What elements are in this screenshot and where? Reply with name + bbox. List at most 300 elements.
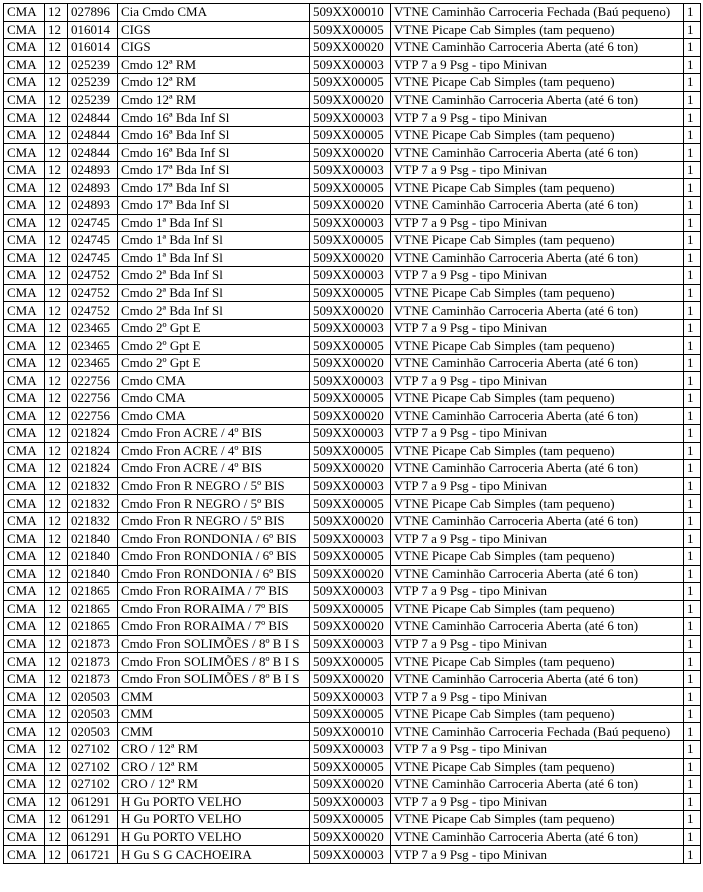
quantity-cell: 1 — [684, 565, 701, 583]
quantity-cell: 1 — [684, 407, 701, 425]
unit-name-cell: Cmdo 12ª RM — [118, 91, 310, 109]
region-cell: 12 — [45, 705, 68, 723]
table-row — [4, 442, 701, 460]
region-cell: 12 — [45, 109, 68, 127]
region-cell: 12 — [45, 811, 68, 829]
item-code-cell: 509XX00003 — [310, 161, 391, 179]
vehicle-description-cell: VTNE Caminhão Carroceria Aberta (até 6 ton) — [391, 776, 684, 794]
table-row — [4, 600, 701, 618]
item-code-cell: 509XX00003 — [310, 740, 391, 758]
unit-code-cell: 024752 — [68, 302, 118, 320]
unit-code-cell: 023465 — [68, 319, 118, 337]
table-row — [4, 460, 701, 478]
unit-name-cell: Cmdo 16ª Bda Inf Sl — [118, 109, 310, 127]
unit-name-cell: Cmdo Fron SOLIMÕES / 8º B I S — [118, 670, 310, 688]
unit-code-cell: 025239 — [68, 91, 118, 109]
region-cell: 12 — [45, 179, 68, 197]
unit-code-cell: 020503 — [68, 688, 118, 706]
unit-code-cell: 021865 — [68, 600, 118, 618]
unit-code-cell: 061291 — [68, 828, 118, 846]
unit-code-cell: 016014 — [68, 39, 118, 57]
quantity-cell: 1 — [684, 495, 701, 513]
unit-name-cell: Cmdo Fron RORAIMA / 7º BIS — [118, 583, 310, 601]
command-cell: CMA — [4, 600, 45, 618]
quantity-cell: 1 — [684, 583, 701, 601]
command-cell: CMA — [4, 547, 45, 565]
item-code-cell: 509XX00005 — [310, 600, 391, 618]
unit-code-cell: 025239 — [68, 56, 118, 74]
unit-code-cell: 021840 — [68, 530, 118, 548]
quantity-cell: 1 — [684, 705, 701, 723]
vehicle-description-cell: VTP 7 a 9 Psg - tipo Minivan — [391, 635, 684, 653]
table-row — [4, 337, 701, 355]
region-cell: 12 — [45, 530, 68, 548]
vehicle-description-cell: VTP 7 a 9 Psg - tipo Minivan — [391, 214, 684, 232]
quantity-cell: 1 — [684, 197, 701, 215]
unit-code-cell: 016014 — [68, 21, 118, 39]
command-cell: CMA — [4, 179, 45, 197]
quantity-cell: 1 — [684, 723, 701, 741]
table-row — [4, 91, 701, 109]
quantity-cell: 1 — [684, 793, 701, 811]
region-cell: 12 — [45, 740, 68, 758]
unit-code-cell: 021873 — [68, 670, 118, 688]
item-code-cell: 509XX00005 — [310, 442, 391, 460]
unit-name-cell: H Gu PORTO VELHO — [118, 793, 310, 811]
unit-name-cell: Cmdo Fron SOLIMÕES / 8º B I S — [118, 653, 310, 671]
region-cell: 12 — [45, 583, 68, 601]
item-code-cell: 509XX00005 — [310, 758, 391, 776]
command-cell: CMA — [4, 811, 45, 829]
table-row — [4, 583, 701, 601]
region-cell: 12 — [45, 442, 68, 460]
table-row — [4, 319, 701, 337]
unit-code-cell: 021832 — [68, 495, 118, 513]
region-cell: 12 — [45, 495, 68, 513]
table-row — [4, 740, 701, 758]
quantity-cell: 1 — [684, 776, 701, 794]
quantity-cell: 1 — [684, 179, 701, 197]
quantity-cell: 1 — [684, 618, 701, 636]
region-cell: 12 — [45, 460, 68, 478]
vehicle-description-cell: VTNE Picape Cab Simples (tam pequeno) — [391, 21, 684, 39]
vehicle-description-cell: VTNE Caminhão Carroceria Aberta (até 6 ton) — [391, 565, 684, 583]
vehicle-description-cell: VTP 7 a 9 Psg - tipo Minivan — [391, 267, 684, 285]
unit-code-cell: 024745 — [68, 232, 118, 250]
quantity-cell: 1 — [684, 653, 701, 671]
command-cell: CMA — [4, 618, 45, 636]
region-cell: 12 — [45, 600, 68, 618]
table-row — [4, 372, 701, 390]
unit-name-cell: Cmdo Fron RONDONIA / 6º BIS — [118, 547, 310, 565]
quantity-cell: 1 — [684, 460, 701, 478]
item-code-cell: 509XX00005 — [310, 547, 391, 565]
command-cell: CMA — [4, 723, 45, 741]
table-row — [4, 284, 701, 302]
item-code-cell: 509XX00020 — [310, 354, 391, 372]
unit-name-cell: Cmdo 12ª RM — [118, 74, 310, 92]
command-cell: CMA — [4, 197, 45, 215]
unit-name-cell: Cmdo Fron R NEGRO / 5º BIS — [118, 495, 310, 513]
quantity-cell: 1 — [684, 635, 701, 653]
item-code-cell: 509XX00010 — [310, 723, 391, 741]
table-row — [4, 723, 701, 741]
command-cell: CMA — [4, 21, 45, 39]
unit-code-cell: 021824 — [68, 460, 118, 478]
unit-code-cell: 024752 — [68, 267, 118, 285]
unit-name-cell: Cmdo Fron RONDONIA / 6º BIS — [118, 565, 310, 583]
item-code-cell: 509XX00005 — [310, 653, 391, 671]
command-cell: CMA — [4, 161, 45, 179]
table-row — [4, 126, 701, 144]
quantity-cell: 1 — [684, 91, 701, 109]
table-row — [4, 618, 701, 636]
command-cell: CMA — [4, 232, 45, 250]
quantity-cell: 1 — [684, 4, 701, 22]
item-code-cell: 509XX00005 — [310, 390, 391, 408]
unit-code-cell: 020503 — [68, 705, 118, 723]
region-cell: 12 — [45, 477, 68, 495]
unit-code-cell: 027102 — [68, 740, 118, 758]
vehicle-description-cell: VTNE Caminhão Carroceria Aberta (até 6 ton) — [391, 39, 684, 57]
unit-name-cell: Cmdo 2ª Bda Inf Sl — [118, 302, 310, 320]
command-cell: CMA — [4, 390, 45, 408]
vehicle-description-cell: VTP 7 a 9 Psg - tipo Minivan — [391, 56, 684, 74]
region-cell: 12 — [45, 39, 68, 57]
vehicle-description-cell: VTNE Picape Cab Simples (tam pequeno) — [391, 600, 684, 618]
vehicle-description-cell: VTNE Caminhão Carroceria Aberta (até 6 ton) — [391, 302, 684, 320]
table-row — [4, 179, 701, 197]
quantity-cell: 1 — [684, 390, 701, 408]
vehicle-description-cell: VTP 7 a 9 Psg - tipo Minivan — [391, 846, 684, 864]
table-row — [4, 793, 701, 811]
vehicle-description-cell: VTNE Caminhão Carroceria Aberta (até 6 ton) — [391, 512, 684, 530]
item-code-cell: 509XX00020 — [310, 618, 391, 636]
quantity-cell: 1 — [684, 109, 701, 127]
unit-name-cell: Cmdo CMA — [118, 407, 310, 425]
region-cell: 12 — [45, 337, 68, 355]
unit-code-cell: 027102 — [68, 758, 118, 776]
item-code-cell: 509XX00003 — [310, 477, 391, 495]
unit-name-cell: Cmdo 1ª Bda Inf Sl — [118, 214, 310, 232]
table-row — [4, 144, 701, 162]
table-row — [4, 530, 701, 548]
region-cell: 12 — [45, 793, 68, 811]
quantity-cell: 1 — [684, 372, 701, 390]
unit-code-cell: 021840 — [68, 547, 118, 565]
vehicle-description-cell: VTP 7 a 9 Psg - tipo Minivan — [391, 793, 684, 811]
item-code-cell: 509XX00005 — [310, 74, 391, 92]
unit-name-cell: CRO / 12ª RM — [118, 776, 310, 794]
item-code-cell: 509XX00020 — [310, 460, 391, 478]
region-cell: 12 — [45, 232, 68, 250]
vehicle-description-cell: VTNE Picape Cab Simples (tam pequeno) — [391, 179, 684, 197]
unit-code-cell: 024893 — [68, 161, 118, 179]
vehicle-description-cell: VTNE Caminhão Carroceria Aberta (até 6 ton) — [391, 618, 684, 636]
vehicle-description-cell: VTNE Picape Cab Simples (tam pequeno) — [391, 232, 684, 250]
unit-code-cell: 021824 — [68, 425, 118, 443]
command-cell: CMA — [4, 583, 45, 601]
command-cell: CMA — [4, 565, 45, 583]
command-cell: CMA — [4, 267, 45, 285]
command-cell: CMA — [4, 56, 45, 74]
unit-name-cell: Cmdo Fron ACRE / 4º BIS — [118, 460, 310, 478]
table-row — [4, 547, 701, 565]
vehicle-description-cell: VTNE Caminhão Carroceria Aberta (até 6 ton) — [391, 354, 684, 372]
vehicle-description-cell: VTNE Caminhão Carroceria Aberta (até 6 ton) — [391, 91, 684, 109]
vehicle-description-cell: VTNE Caminhão Carroceria Aberta (até 6 ton) — [391, 828, 684, 846]
command-cell: CMA — [4, 372, 45, 390]
command-cell: CMA — [4, 828, 45, 846]
region-cell: 12 — [45, 723, 68, 741]
item-code-cell: 509XX00020 — [310, 828, 391, 846]
region-cell: 12 — [45, 688, 68, 706]
command-cell: CMA — [4, 495, 45, 513]
table-row — [4, 635, 701, 653]
quantity-cell: 1 — [684, 56, 701, 74]
region-cell: 12 — [45, 758, 68, 776]
vehicle-description-cell: VTNE Picape Cab Simples (tam pequeno) — [391, 74, 684, 92]
region-cell: 12 — [45, 214, 68, 232]
quantity-cell: 1 — [684, 846, 701, 864]
unit-name-cell: Cmdo CMA — [118, 390, 310, 408]
unit-code-cell: 021832 — [68, 512, 118, 530]
vehicle-description-cell: VTNE Picape Cab Simples (tam pequeno) — [391, 758, 684, 776]
unit-code-cell: 024844 — [68, 144, 118, 162]
table-row — [4, 161, 701, 179]
command-cell: CMA — [4, 477, 45, 495]
region-cell: 12 — [45, 372, 68, 390]
region-cell: 12 — [45, 565, 68, 583]
region-cell: 12 — [45, 512, 68, 530]
item-code-cell: 509XX00010 — [310, 4, 391, 22]
quantity-cell: 1 — [684, 740, 701, 758]
table-row — [4, 302, 701, 320]
command-cell: CMA — [4, 758, 45, 776]
command-cell: CMA — [4, 530, 45, 548]
vehicle-description-cell: VTNE Picape Cab Simples (tam pequeno) — [391, 811, 684, 829]
table-row — [4, 776, 701, 794]
item-code-cell: 509XX00020 — [310, 39, 391, 57]
command-cell: CMA — [4, 214, 45, 232]
table-row — [4, 354, 701, 372]
table-row — [4, 390, 701, 408]
unit-code-cell: 024893 — [68, 197, 118, 215]
region-cell: 12 — [45, 635, 68, 653]
quantity-cell: 1 — [684, 126, 701, 144]
item-code-cell: 509XX00005 — [310, 126, 391, 144]
table-row — [4, 512, 701, 530]
table-row — [4, 495, 701, 513]
command-cell: CMA — [4, 302, 45, 320]
table-row — [4, 74, 701, 92]
quantity-cell: 1 — [684, 144, 701, 162]
item-code-cell: 509XX00003 — [310, 583, 391, 601]
command-cell: CMA — [4, 126, 45, 144]
table-row — [4, 232, 701, 250]
unit-code-cell: 061291 — [68, 811, 118, 829]
region-cell: 12 — [45, 390, 68, 408]
vehicle-description-cell: VTP 7 a 9 Psg - tipo Minivan — [391, 161, 684, 179]
region-cell: 12 — [45, 776, 68, 794]
region-cell: 12 — [45, 670, 68, 688]
unit-name-cell: Cmdo Fron SOLIMÕES / 8º B I S — [118, 635, 310, 653]
item-code-cell: 509XX00003 — [310, 635, 391, 653]
unit-name-cell: Cmdo 17ª Bda Inf Sl — [118, 179, 310, 197]
unit-name-cell: Cmdo 2º Gpt E — [118, 337, 310, 355]
command-cell: CMA — [4, 4, 45, 22]
item-code-cell: 509XX00003 — [310, 793, 391, 811]
unit-code-cell: 023465 — [68, 354, 118, 372]
quantity-cell: 1 — [684, 828, 701, 846]
command-cell: CMA — [4, 425, 45, 443]
table-row — [4, 653, 701, 671]
quantity-cell: 1 — [684, 319, 701, 337]
command-cell: CMA — [4, 249, 45, 267]
unit-name-cell: Cmdo 2º Gpt E — [118, 354, 310, 372]
command-cell: CMA — [4, 688, 45, 706]
vehicle-description-cell: VTNE Caminhão Carroceria Aberta (até 6 ton) — [391, 670, 684, 688]
command-cell: CMA — [4, 74, 45, 92]
quantity-cell: 1 — [684, 39, 701, 57]
unit-name-cell: H Gu PORTO VELHO — [118, 811, 310, 829]
region-cell: 12 — [45, 56, 68, 74]
item-code-cell: 509XX00003 — [310, 56, 391, 74]
command-cell: CMA — [4, 705, 45, 723]
command-cell: CMA — [4, 793, 45, 811]
command-cell: CMA — [4, 460, 45, 478]
unit-name-cell: Cmdo 1ª Bda Inf Sl — [118, 232, 310, 250]
item-code-cell: 509XX00003 — [310, 372, 391, 390]
unit-code-cell: 021873 — [68, 635, 118, 653]
unit-code-cell: 024844 — [68, 109, 118, 127]
vehicle-description-cell: VTNE Caminhão Carroceria Aberta (até 6 ton) — [391, 407, 684, 425]
unit-name-cell: Cmdo 2ª Bda Inf Sl — [118, 284, 310, 302]
item-code-cell: 509XX00020 — [310, 144, 391, 162]
region-cell: 12 — [45, 4, 68, 22]
unit-code-cell: 061291 — [68, 793, 118, 811]
table-row — [4, 828, 701, 846]
unit-name-cell: H Gu PORTO VELHO — [118, 828, 310, 846]
quantity-cell: 1 — [684, 249, 701, 267]
region-cell: 12 — [45, 302, 68, 320]
unit-name-cell: H Gu S G CACHOEIRA — [118, 846, 310, 864]
item-code-cell: 509XX00020 — [310, 565, 391, 583]
quantity-cell: 1 — [684, 442, 701, 460]
unit-name-cell: CMM — [118, 688, 310, 706]
table-row — [4, 477, 701, 495]
quantity-cell: 1 — [684, 600, 701, 618]
region-cell: 12 — [45, 828, 68, 846]
region-cell: 12 — [45, 354, 68, 372]
unit-name-cell: Cia Cmdo CMA — [118, 4, 310, 22]
unit-code-cell: 020503 — [68, 723, 118, 741]
unit-name-cell: Cmdo 2ª Bda Inf Sl — [118, 267, 310, 285]
unit-name-cell: CIGS — [118, 39, 310, 57]
unit-code-cell: 027102 — [68, 776, 118, 794]
vehicle-description-cell: VTNE Picape Cab Simples (tam pequeno) — [391, 390, 684, 408]
command-cell: CMA — [4, 109, 45, 127]
item-code-cell: 509XX00020 — [310, 302, 391, 320]
vehicle-description-cell: VTNE Picape Cab Simples (tam pequeno) — [391, 442, 684, 460]
item-code-cell: 509XX00003 — [310, 214, 391, 232]
unit-name-cell: Cmdo CMA — [118, 372, 310, 390]
table-row — [4, 846, 701, 864]
vehicle-description-cell: VTP 7 a 9 Psg - tipo Minivan — [391, 319, 684, 337]
command-cell: CMA — [4, 512, 45, 530]
region-cell: 12 — [45, 846, 68, 864]
item-code-cell: 509XX00020 — [310, 670, 391, 688]
table-row — [4, 758, 701, 776]
unit-code-cell: 024844 — [68, 126, 118, 144]
unit-code-cell: 027896 — [68, 4, 118, 22]
item-code-cell: 509XX00020 — [310, 776, 391, 794]
command-cell: CMA — [4, 39, 45, 57]
vehicle-description-cell: VTP 7 a 9 Psg - tipo Minivan — [391, 688, 684, 706]
table-body — [4, 4, 701, 864]
unit-code-cell: 022756 — [68, 390, 118, 408]
unit-code-cell: 021865 — [68, 583, 118, 601]
unit-name-cell: Cmdo 2º Gpt E — [118, 319, 310, 337]
command-cell: CMA — [4, 740, 45, 758]
item-code-cell: 509XX00003 — [310, 688, 391, 706]
unit-name-cell: CIGS — [118, 21, 310, 39]
unit-name-cell: Cmdo 16ª Bda Inf Sl — [118, 144, 310, 162]
vehicle-description-cell: VTNE Caminhão Carroceria Aberta (até 6 ton) — [391, 144, 684, 162]
quantity-cell: 1 — [684, 161, 701, 179]
table-row — [4, 4, 701, 22]
quantity-cell: 1 — [684, 284, 701, 302]
item-code-cell: 509XX00020 — [310, 512, 391, 530]
unit-name-cell: CMM — [118, 705, 310, 723]
vehicle-description-cell: VTNE Picape Cab Simples (tam pequeno) — [391, 284, 684, 302]
region-cell: 12 — [45, 425, 68, 443]
vehicle-description-cell: VTP 7 a 9 Psg - tipo Minivan — [391, 477, 684, 495]
unit-name-cell: Cmdo Fron R NEGRO / 5º BIS — [118, 512, 310, 530]
command-cell: CMA — [4, 670, 45, 688]
unit-name-cell: Cmdo Fron RONDONIA / 6º BIS — [118, 530, 310, 548]
quantity-cell: 1 — [684, 337, 701, 355]
quantity-cell: 1 — [684, 74, 701, 92]
command-cell: CMA — [4, 442, 45, 460]
vehicle-description-cell: VTNE Picape Cab Simples (tam pequeno) — [391, 495, 684, 513]
vehicle-description-cell: VTP 7 a 9 Psg - tipo Minivan — [391, 372, 684, 390]
region-cell: 12 — [45, 197, 68, 215]
distribution-table — [3, 3, 701, 864]
vehicle-description-cell: VTP 7 a 9 Psg - tipo Minivan — [391, 109, 684, 127]
item-code-cell: 509XX00003 — [310, 109, 391, 127]
unit-name-cell: CMM — [118, 723, 310, 741]
command-cell: CMA — [4, 91, 45, 109]
item-code-cell: 509XX00005 — [310, 705, 391, 723]
unit-code-cell: 061721 — [68, 846, 118, 864]
table-row — [4, 249, 701, 267]
region-cell: 12 — [45, 653, 68, 671]
vehicle-description-cell: VTNE Caminhão Carroceria Aberta (até 6 ton) — [391, 460, 684, 478]
unit-code-cell: 023465 — [68, 337, 118, 355]
region-cell: 12 — [45, 21, 68, 39]
vehicle-description-cell: VTP 7 a 9 Psg - tipo Minivan — [391, 740, 684, 758]
region-cell: 12 — [45, 319, 68, 337]
unit-code-cell: 024745 — [68, 214, 118, 232]
vehicle-description-cell: VTNE Picape Cab Simples (tam pequeno) — [391, 653, 684, 671]
table-row — [4, 56, 701, 74]
unit-name-cell: Cmdo 16ª Bda Inf Sl — [118, 126, 310, 144]
region-cell: 12 — [45, 91, 68, 109]
table-row — [4, 705, 701, 723]
unit-name-cell: Cmdo 12ª RM — [118, 56, 310, 74]
quantity-cell: 1 — [684, 302, 701, 320]
